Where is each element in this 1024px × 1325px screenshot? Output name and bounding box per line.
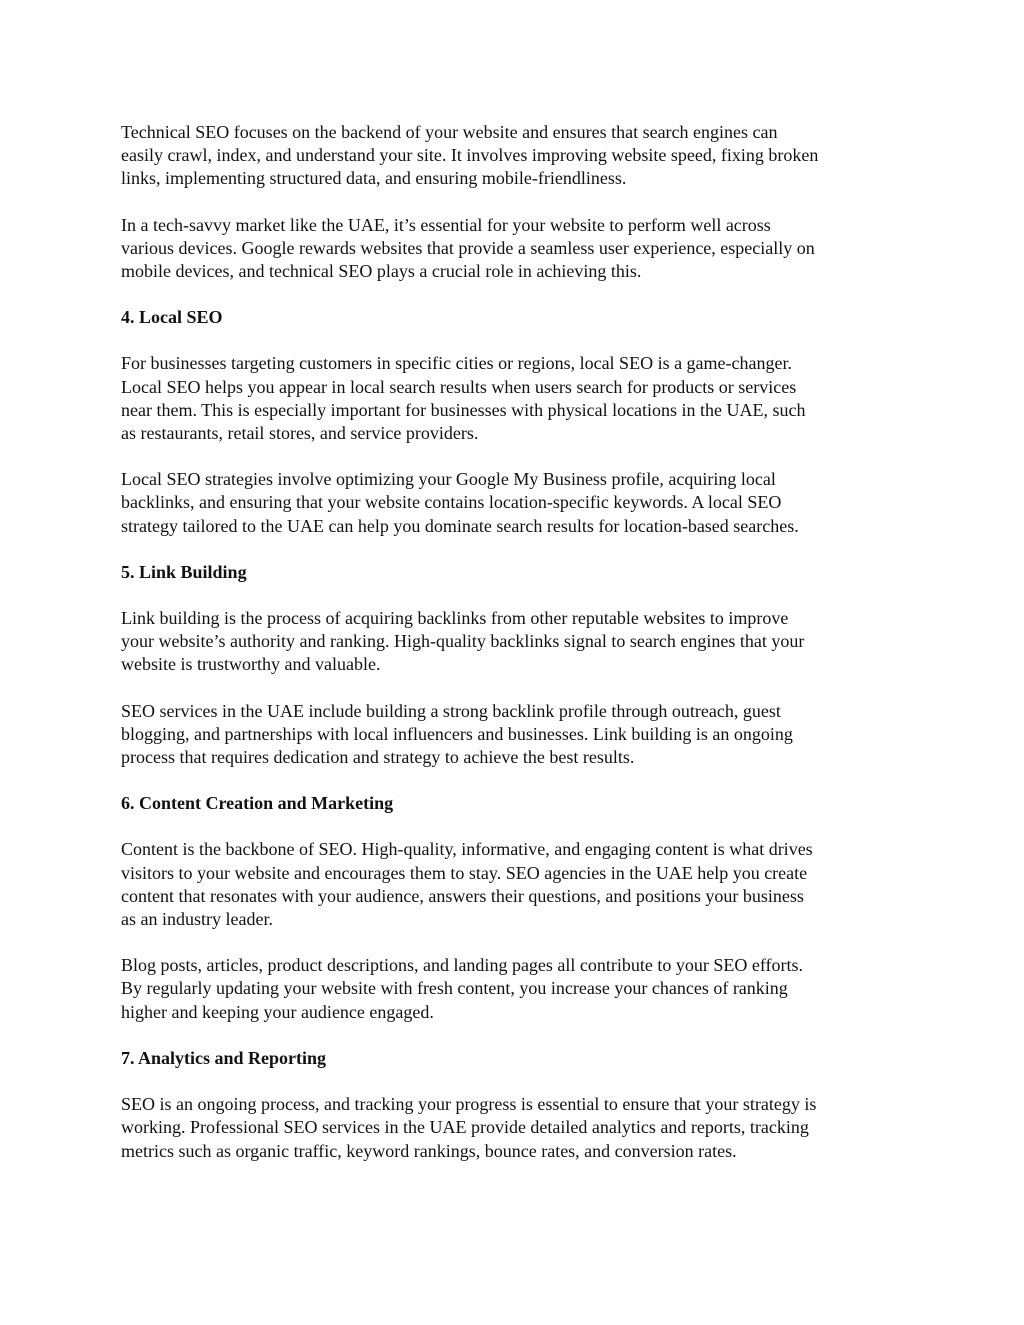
heading-link-building: 5. Link Building (121, 561, 247, 582)
paragraph-local-seo-strategies: Local SEO strategies involve optimizing your Google My Business profile, acquiring local backlinks, and ensuring that your website contains location-specific keywords. A local SEO strategy tailored to the UAE can help you dominate search results for location-based searches. (121, 469, 799, 536)
paragraph-analytics-intro: SEO is an ongoing process, and tracking your progress is essential to ensure that your strategy is working. Professional SEO services in the UAE provide detailed analytics and reports, tracking metrics such as organic traffic, keyword rankings, bounce rates, and conversion rates. (121, 1094, 817, 1161)
paragraph-technical-seo-uae: In a tech-savvy market like the UAE, it’s essential for your website to perform well across various devices. Google rewards websites that provide a seamless user experience, especially on mobile devices, and technical SEO plays a crucial role in achieving this. (121, 214, 815, 282)
heading-local-seo: 4. Local SEO (121, 307, 223, 328)
paragraph-content-intro: Content is the backbone of SEO. High-quality, informative, and engaging content is what drives visitors to your website and encourages them to stay. SEO agencies in the UAE help you create content that resonates with your audience, answers their questions, and positions your business as an industry leader. (121, 839, 813, 930)
document-page (121, 121, 903, 1186)
paragraph-local-seo-intro: For businesses targeting customers in specific cities or regions, local SEO is a game-changer. Local SEO helps you appear in local search results when users search for products or services near them. This is especially important for businesses with physical locations in the UAE, such as restaurants, retail stores, and service providers. (121, 353, 806, 444)
heading-analytics-reporting: 7. Analytics and Reporting (121, 1047, 327, 1068)
paragraph-technical-seo-intro: Technical SEO focuses on the backend of your website and ensures that search engines can easily crawl, index, and understand your site. It involves improving website speed, fixing broken links, implementing structured data, and ensuring mobile-friendliness. (121, 122, 819, 189)
paragraph-content-blog: Blog posts, articles, product descriptions, and landing pages all contribute to your SEO efforts. By regularly updating your website with fresh content, you increase your chances of ranking higher and keeping your audience engaged. (121, 955, 804, 1022)
paragraph-link-building-intro: Link building is the process of acquiring backlinks from other reputable websites to improve your website’s authority and ranking. High-quality backlinks signal to search engines that your website is trustworthy and valuable. (121, 608, 805, 675)
paragraph-link-building-services: SEO services in the UAE include building a strong backlink profile through outreach, guest blogging, and partnerships with local influencers and businesses. Link building is an ongoing process that requires dedication and strategy to achieve the best results. (121, 700, 793, 768)
heading-content-creation: 6. Content Creation and Marketing (121, 793, 394, 814)
